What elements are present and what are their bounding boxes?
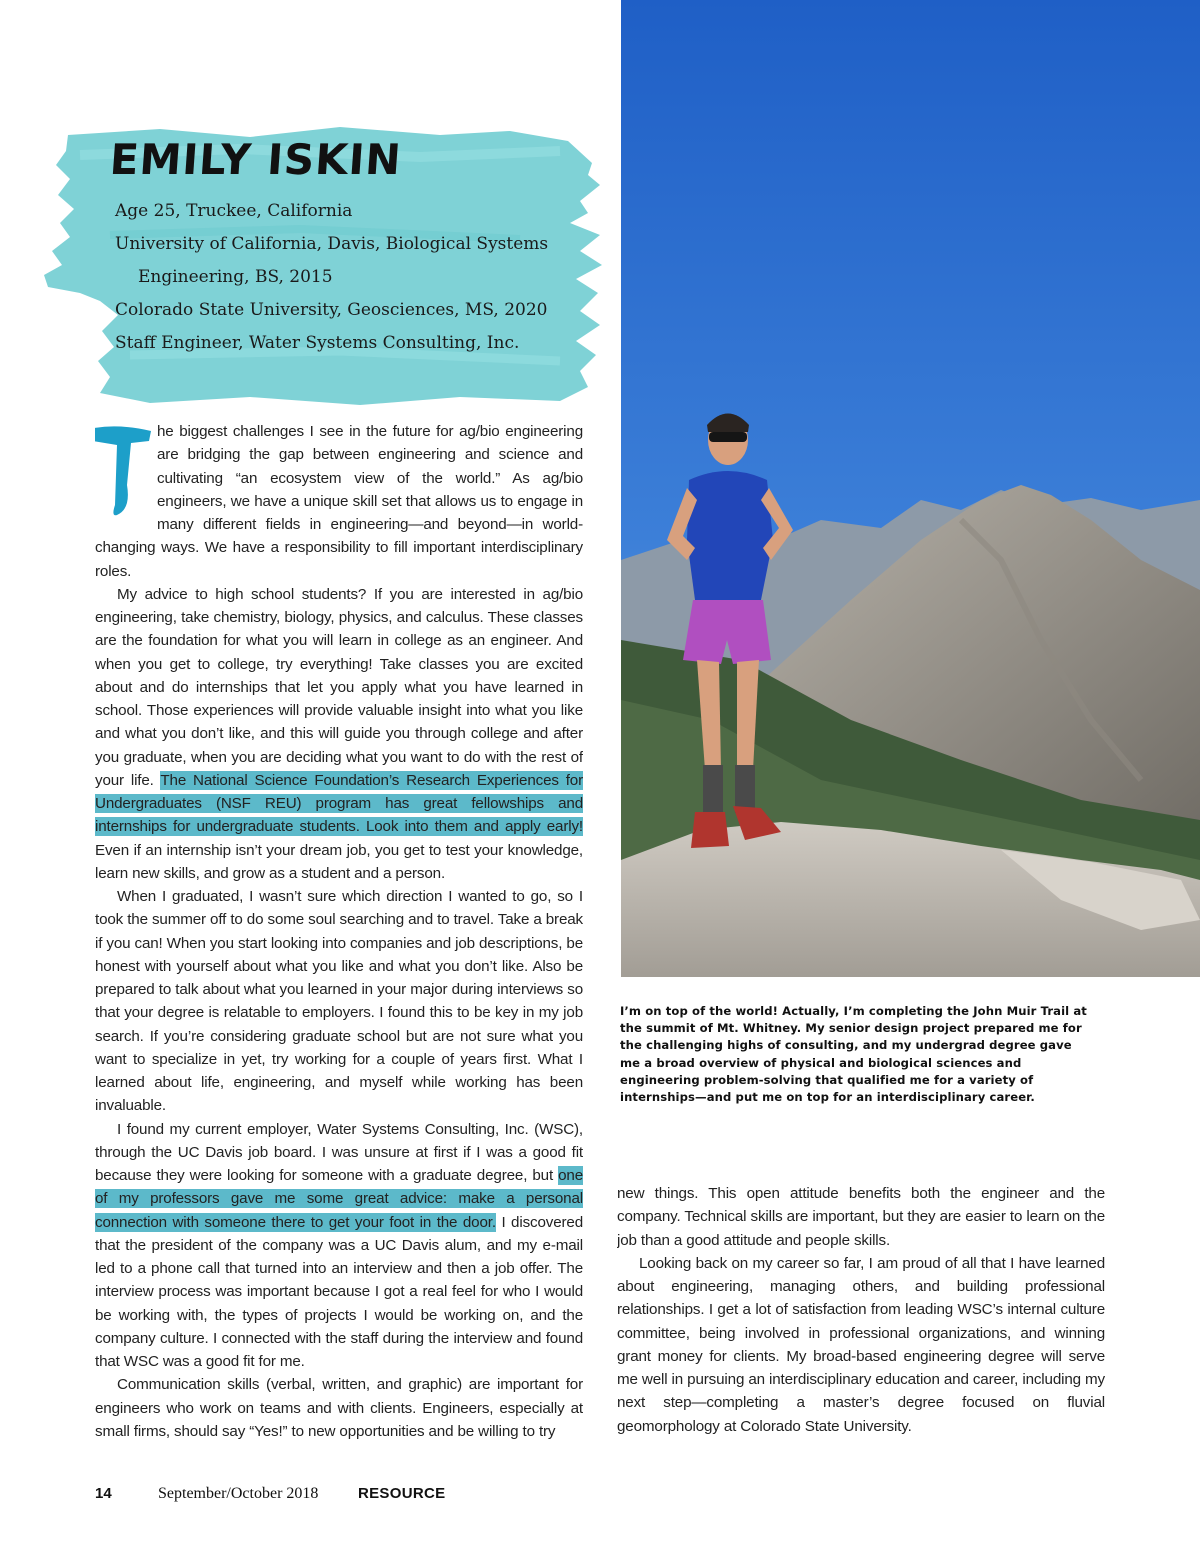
- profile-education-bs-cont: Engineering, BS, 2015: [138, 267, 333, 287]
- photo-caption: I’m on top of the world! Actually, I’m completing the John Muir Trail at the summit of Mt. Whitney. My senior design project prepared me for the challenging highs of consulting, and my undergrad degree gave me a broad overview of physical and biological sciences and engineering problem-solving that qualified me for a variety of internships—and put me on top for an interdisciplinary career.: [620, 1004, 1087, 1105]
- drop-cap: [95, 425, 153, 518]
- article-left-column: [95, 420, 583, 1460]
- highlight-nsf-reu: The National Science Foundation’s Research Experiences for Undergraduates (NSF REU) program has great fellowships and internships for undergraduate students. Look into them and apply early!: [95, 771, 583, 836]
- magazine-name: RESOURCE: [358, 1485, 446, 1502]
- article-paragraph-3: When I graduated, I wasn’t sure which direction I wanted to go, so I took the summer off to do some soul searching and to travel. Take a break if you can! When you start looking into companies and job descriptions, be honest with yourself about what you like and what you don’t like. Also be prepared to talk about what you learned in your major during interviews so that your degree is relatable to employers. I found this to be key in my job search. If you’re considering graduate school but are not sure what you want to specialize in yet, try working for a couple of years first. What I learned about life, engineering, and myself while working has been invaluable.: [95, 888, 583, 1115]
- profile-education-bs: University of California, Davis, Biological Systems: [115, 234, 549, 254]
- article-paragraph-1: he biggest challenges I see in the future for ag/bio engineering are bridging the gap between engineering and science and cultivating “an ecosystem view of the world.” As ag/bio engineers, we have a unique skill set that allows us to engage in many different fields in engineering—and beyond—in world-changing ways. We have a responsibility to fill important interdisciplinary roles.: [95, 423, 583, 580]
- article-paragraph-6: Looking back on my career so far, I am proud of all that I have learned about engineering, managing others, and building professional relationships. I get a lot of satisfaction from leading WSC’s internal culture committee, being involved in professional organizations, and winning grant money for clients. My broad-based engineering degree will serve me well in pursuing an interdisciplinary education and career, including my next step—completing a master’s degree focused on fluvial geomorphology at Colorado State University.: [617, 1254, 1105, 1435]
- article-paragraph-4: [95, 1118, 583, 1374]
- profile-details: [115, 195, 585, 360]
- paragraph-4-text-a: I found my current employer, Water Systems Consulting, Inc. (WSC), through the UC Davis job board. I was unsure at first if I was a good fit because they were looking for someone with a graduate degree, but: [95, 1120, 583, 1184]
- profile-job-title: Staff Engineer, Water Systems Consulting, Inc.: [115, 333, 520, 353]
- paragraph-2-text-b: Even if an internship isn’t your dream job, you get to test your knowledge, learn new skills, and grow as a student and a person.: [95, 841, 583, 882]
- issue-date: September/October 2018: [158, 1485, 319, 1502]
- page-footer: [95, 1485, 445, 1503]
- profile-name: EMILY ISKIN: [108, 135, 404, 184]
- article-paragraph-5-start: Communication skills (verbal, written, and graphic) are important for engineers who work on teams and with clients. Engineers, especially at small firms, should say “Yes!” to new opportunities and be willing to try: [95, 1376, 583, 1440]
- highlight-professor-advice: one of my professors gave me some great advice: make a personal connection with someone there to get your foot in the door.: [95, 1167, 583, 1231]
- profile-age-location: Age 25, Truckee, California: [115, 201, 353, 221]
- article-right-column: [617, 1182, 1105, 1472]
- page-number: 14: [95, 1485, 112, 1502]
- paragraph-4-text-b: I discovered that the president of the company was a UC Davis alum, and my e-mail led to a phone call that turned into an interview and then a job offer. The interview process was important because I got a real feel for who I would be working with, the types of projects I would be working on, and the company culture. I connected with the staff during the interview and found that WSC was a good fit for me.: [95, 1213, 583, 1370]
- article-paragraph-2: [95, 583, 583, 885]
- paragraph-2-text-a: My advice to high school students? If you are interested in ag/bio engineering, take chemistry, biology, physics, and calculus. These classes are the foundation for what you will learn in college as an engineer. And when you get to college, try everything! Take classes you are excited about and do internships that let you apply what you have learned in school. Those experiences will provide valuable insight into what you like and what you don’t like, and this will guide you through college and after you graduate, when you are deciding what you want to do with the rest of your life.: [95, 585, 583, 789]
- article-paragraph-5-end: new things. This open attitude benefits both the engineer and the company. Technical skills are important, but they are easier to learn on the job than a good attitude and people skills.: [617, 1185, 1105, 1249]
- summit-photo: [621, 0, 1200, 977]
- profile-education-ms: Colorado State University, Geosciences, MS, 2020: [115, 300, 548, 320]
